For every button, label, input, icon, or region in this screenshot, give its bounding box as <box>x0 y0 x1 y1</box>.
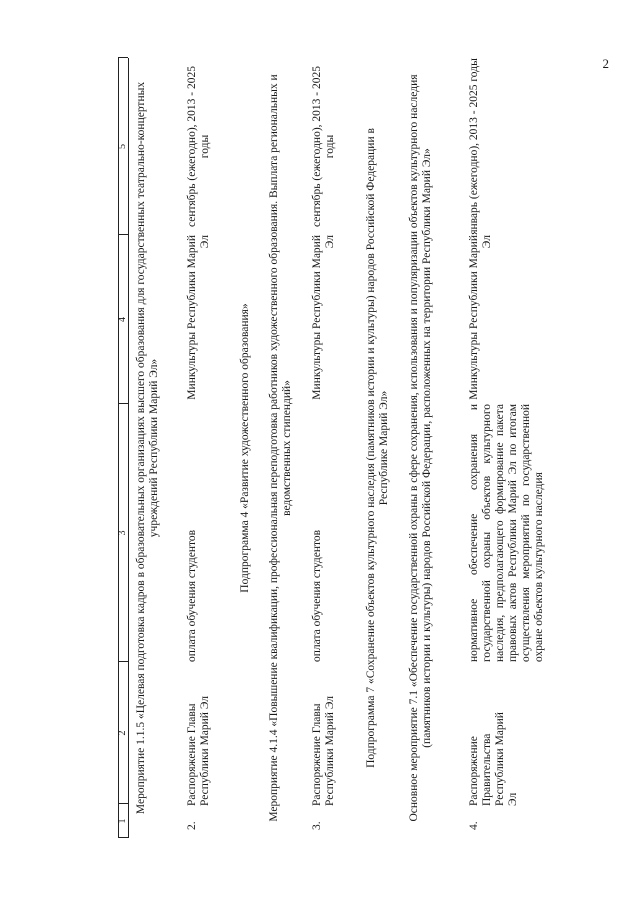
rotated-table <box>118 58 638 838</box>
executor: Минкультуры Республики Марий Эл <box>311 235 336 400</box>
row-number: 4. <box>468 821 480 830</box>
column-header: 5 <box>117 144 128 149</box>
page-number: 2 <box>602 56 609 71</box>
measure-subject: оплата обучения студентов <box>186 529 198 662</box>
section-heading-measure: Мероприятие 1.1.5 «Целевая подготовка кадров в образовательных организациях высшего образования для государственных театрально-концертных учреждений Республики Марий Эл» <box>135 81 160 815</box>
deadline: сентябрь (ежегодно), 2013 - 2025 годы <box>311 66 336 227</box>
row-number: 3. <box>311 821 323 830</box>
executor: Минкультуры Республики Марий Эл <box>186 235 211 400</box>
executor: Минкультуры Республики Марий Эл <box>468 235 493 400</box>
section-heading-measure: Основное мероприятие 7.1 «Обеспечение государственной охраны в сфере сохранения, использования и популяризации объектов культурного наследия (памятников истории и культуры) народов Российской Федерации, расположенных на территории Республики Марий Эл» <box>408 74 433 822</box>
column-header: 2 <box>117 730 128 736</box>
section-heading-subprogram: Подпрограмма 4 «Развитие художественного образования» <box>239 303 251 593</box>
column-header: 1 <box>117 818 128 824</box>
measure-subject: нормативное обеспечение сохранения и государственной охраны объектов культурного наследия, предполагающего формирование пакета правовых актов Республики Марий Эл по итогам осуществления мероприятий по государственной охране объектов культурного наследия <box>468 404 545 662</box>
deadline: сентябрь (ежегодно), 2013 - 2025 годы <box>186 66 211 227</box>
document-type: Распоряжение Правительства Республики Марий Эл <box>468 712 519 806</box>
section-heading-measure: Мероприятие 4.1.4 «Повышение квалификации, профессиональная переподготовка работников художественного образования. Выплата региональных и ведомственных стипендий» <box>268 74 293 822</box>
measure-subject: оплата обучения студентов <box>311 529 323 662</box>
deadline: январь (ежегодно), 2013 - 2025 годы <box>468 58 480 235</box>
document-type: Распоряжение Главы Республики Марий Эл <box>311 695 336 806</box>
row-number: 2. <box>186 821 198 830</box>
header-bottom-border <box>128 58 129 838</box>
column-header: 4 <box>117 317 128 322</box>
column-header: 3 <box>117 530 128 536</box>
section-heading-subprogram: Подпрограмма 7 «Сохранение объектов культурного наследия (памятников истории и культуры) народов Российской Федерации в Республике Марий Эл» <box>365 128 390 768</box>
document-type: Распоряжение Главы Республики Марий Эл <box>186 695 211 806</box>
